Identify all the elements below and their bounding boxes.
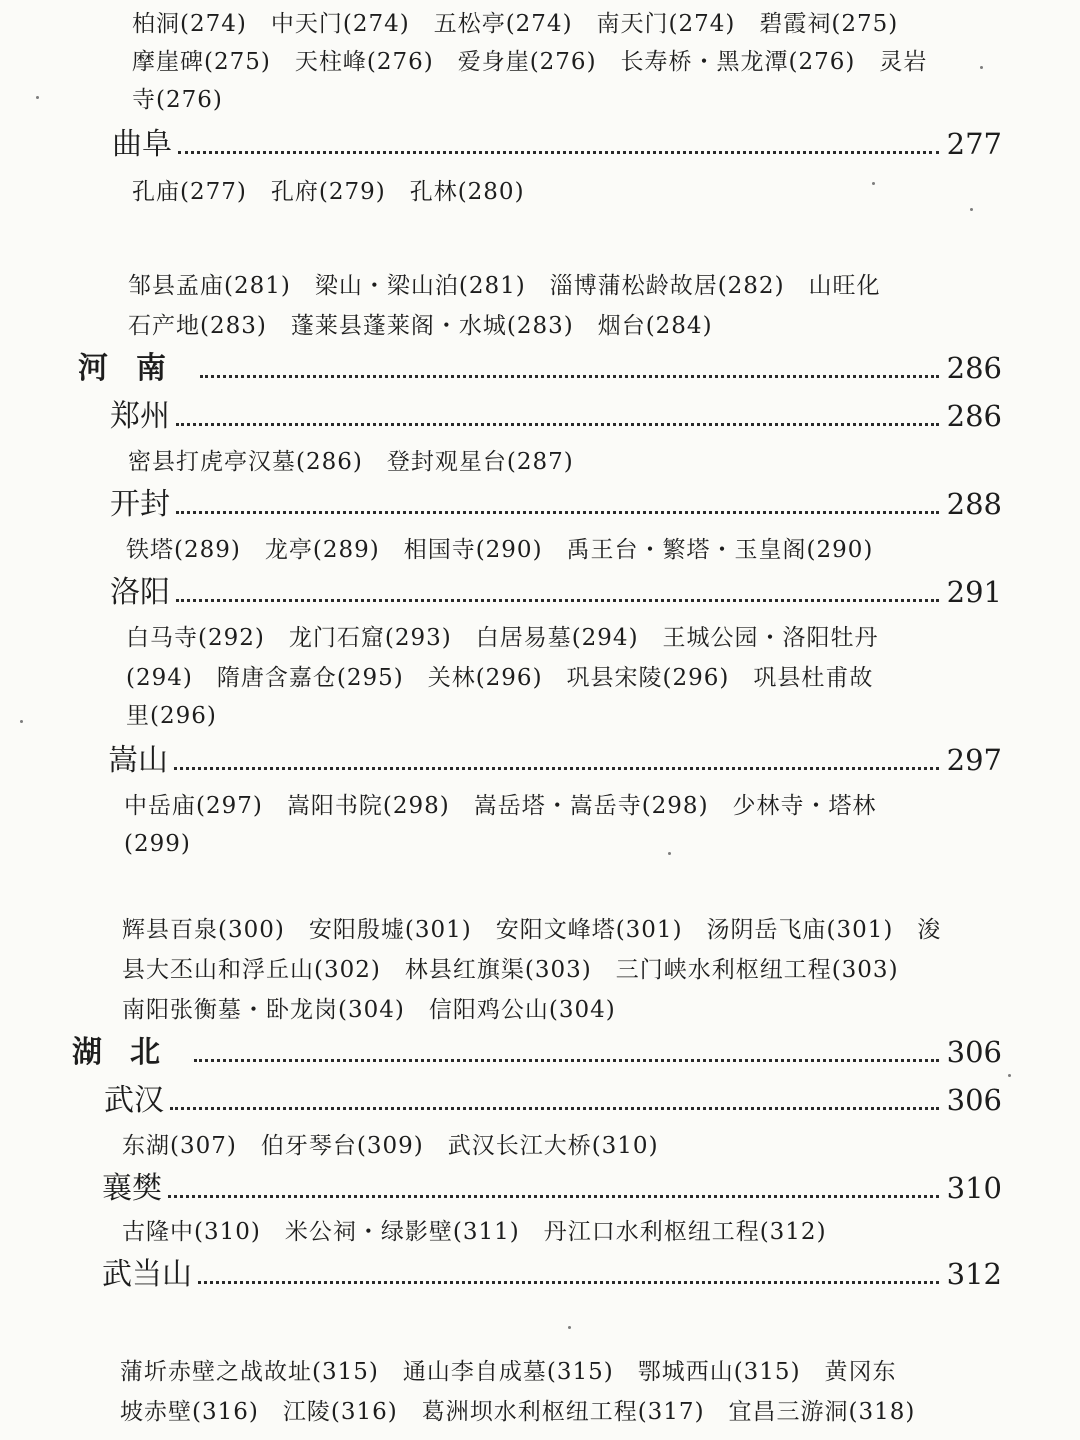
- sites-line: 白马寺(292) 龙门石窟(293) 白居易墓(294) 王城公园・洛阳牡丹: [126, 625, 879, 651]
- scan-speck: [1008, 1074, 1011, 1077]
- dot-leader: [200, 374, 939, 378]
- sites-line: 密县打虎亭汉墓(286) 登封观星台(287): [128, 449, 574, 475]
- toc-entry-wudangshan: [102, 1256, 1002, 1296]
- dot-leader: [170, 1106, 939, 1110]
- scan-speck: [20, 720, 23, 723]
- entry-title: 开封: [110, 487, 170, 522]
- toc-entry-province-henan: [78, 350, 1002, 390]
- toc-entry-qufu: [112, 126, 1002, 166]
- toc-entry-wuhan: [104, 1082, 1002, 1122]
- toc-entry-kaifeng: [110, 486, 1002, 526]
- entry-title: 武当山: [102, 1257, 192, 1292]
- entry-title: 曲阜: [112, 127, 172, 162]
- scan-speck: [980, 66, 983, 69]
- sites-line: 石产地(283) 蓬莱县蓬莱阁・水城(283) 烟台(284): [128, 313, 713, 339]
- dot-leader: [198, 1280, 939, 1284]
- dot-leader: [178, 150, 939, 154]
- page-number: 288: [946, 487, 1002, 521]
- page-number: 297: [946, 743, 1002, 777]
- dot-leader: [176, 598, 939, 602]
- entry-title: 襄樊: [102, 1171, 162, 1206]
- sites-line: 中岳庙(297) 嵩阳书院(298) 嵩岳塔・嵩岳寺(298) 少林寺・塔林: [124, 793, 877, 819]
- page-number: 286: [946, 399, 1002, 433]
- page-number: 286: [946, 351, 1002, 385]
- sites-line: 寺(276): [132, 87, 223, 113]
- page-number: 306: [946, 1083, 1002, 1117]
- sites-line: (294) 隋唐含嘉仓(295) 关林(296) 巩县宋陵(296) 巩县杜甫故: [126, 665, 874, 691]
- sites-line: 里(296): [126, 703, 217, 729]
- entry-title: 嵩山: [108, 743, 168, 778]
- toc-entry-province-hubei: [72, 1034, 1002, 1074]
- sites-line: 孔庙(277) 孔府(279) 孔林(280): [132, 179, 525, 205]
- page-number: 310: [946, 1171, 1002, 1205]
- scan-speck: [872, 182, 875, 185]
- page-number: 277: [946, 127, 1002, 161]
- sites-line: 辉县百泉(300) 安阳殷墟(301) 安阳文峰塔(301) 汤阴岳飞庙(301) 浚: [122, 917, 942, 943]
- sites-line: 南阳张衡墓・卧龙岗(304) 信阳鸡公山(304): [122, 997, 616, 1023]
- sites-line: 柏洞(274) 中天门(274) 五松亭(274) 南天门(274) 碧霞祠(275): [132, 11, 899, 37]
- dot-leader: [174, 766, 939, 770]
- entry-title: 河南: [78, 351, 194, 386]
- page-number: 291: [946, 575, 1002, 609]
- dot-leader: [176, 510, 939, 514]
- dot-leader: [168, 1194, 939, 1198]
- sites-line: 东湖(307) 伯牙琴台(309) 武汉长江大桥(310): [122, 1133, 659, 1159]
- dot-leader: [176, 422, 939, 426]
- entry-title: 洛阳: [110, 575, 170, 610]
- toc-entry-xiangfan: [102, 1170, 1002, 1210]
- sites-line: 邹县孟庙(281) 梁山・梁山泊(281) 淄博蒲松龄故居(282) 山旺化: [128, 273, 881, 299]
- dot-leader: [194, 1058, 939, 1062]
- sites-line: 铁塔(289) 龙亭(289) 相国寺(290) 禹王台・繁塔・玉皇阁(290): [126, 537, 874, 563]
- sites-line: (299): [124, 831, 191, 857]
- entry-title: 郑州: [110, 399, 170, 434]
- sites-line: 摩崖碑(275) 天柱峰(276) 爱身崖(276) 长寿桥・黑龙潭(276) 灵岩: [132, 49, 928, 75]
- toc-entry-zhengzhou: [110, 398, 1002, 438]
- page-number: 306: [946, 1035, 1002, 1069]
- sites-line: 蒲圻赤壁之战故址(315) 通山李自成墓(315) 鄂城西山(315) 黄冈东: [120, 1359, 897, 1385]
- scan-speck: [36, 96, 39, 99]
- sites-line: 古隆中(310) 米公祠・绿影壁(311) 丹江口水利枢纽工程(312): [122, 1219, 827, 1245]
- sites-line: 坡赤壁(316) 江陵(316) 葛洲坝水利枢纽工程(317) 宜昌三游洞(318): [120, 1399, 916, 1425]
- page-number: 312: [946, 1257, 1002, 1291]
- scan-speck: [568, 1326, 571, 1329]
- entry-title: 武汉: [104, 1083, 164, 1118]
- toc-entry-luoyang: [110, 574, 1002, 614]
- scan-speck: [970, 208, 973, 211]
- entry-title: 湖北: [72, 1035, 188, 1070]
- toc-entry-songshan: [108, 742, 1002, 782]
- scan-speck: [668, 852, 671, 855]
- sites-line: 县大丕山和浮丘山(302) 林县红旗渠(303) 三门峡水利枢纽工程(303): [122, 957, 899, 983]
